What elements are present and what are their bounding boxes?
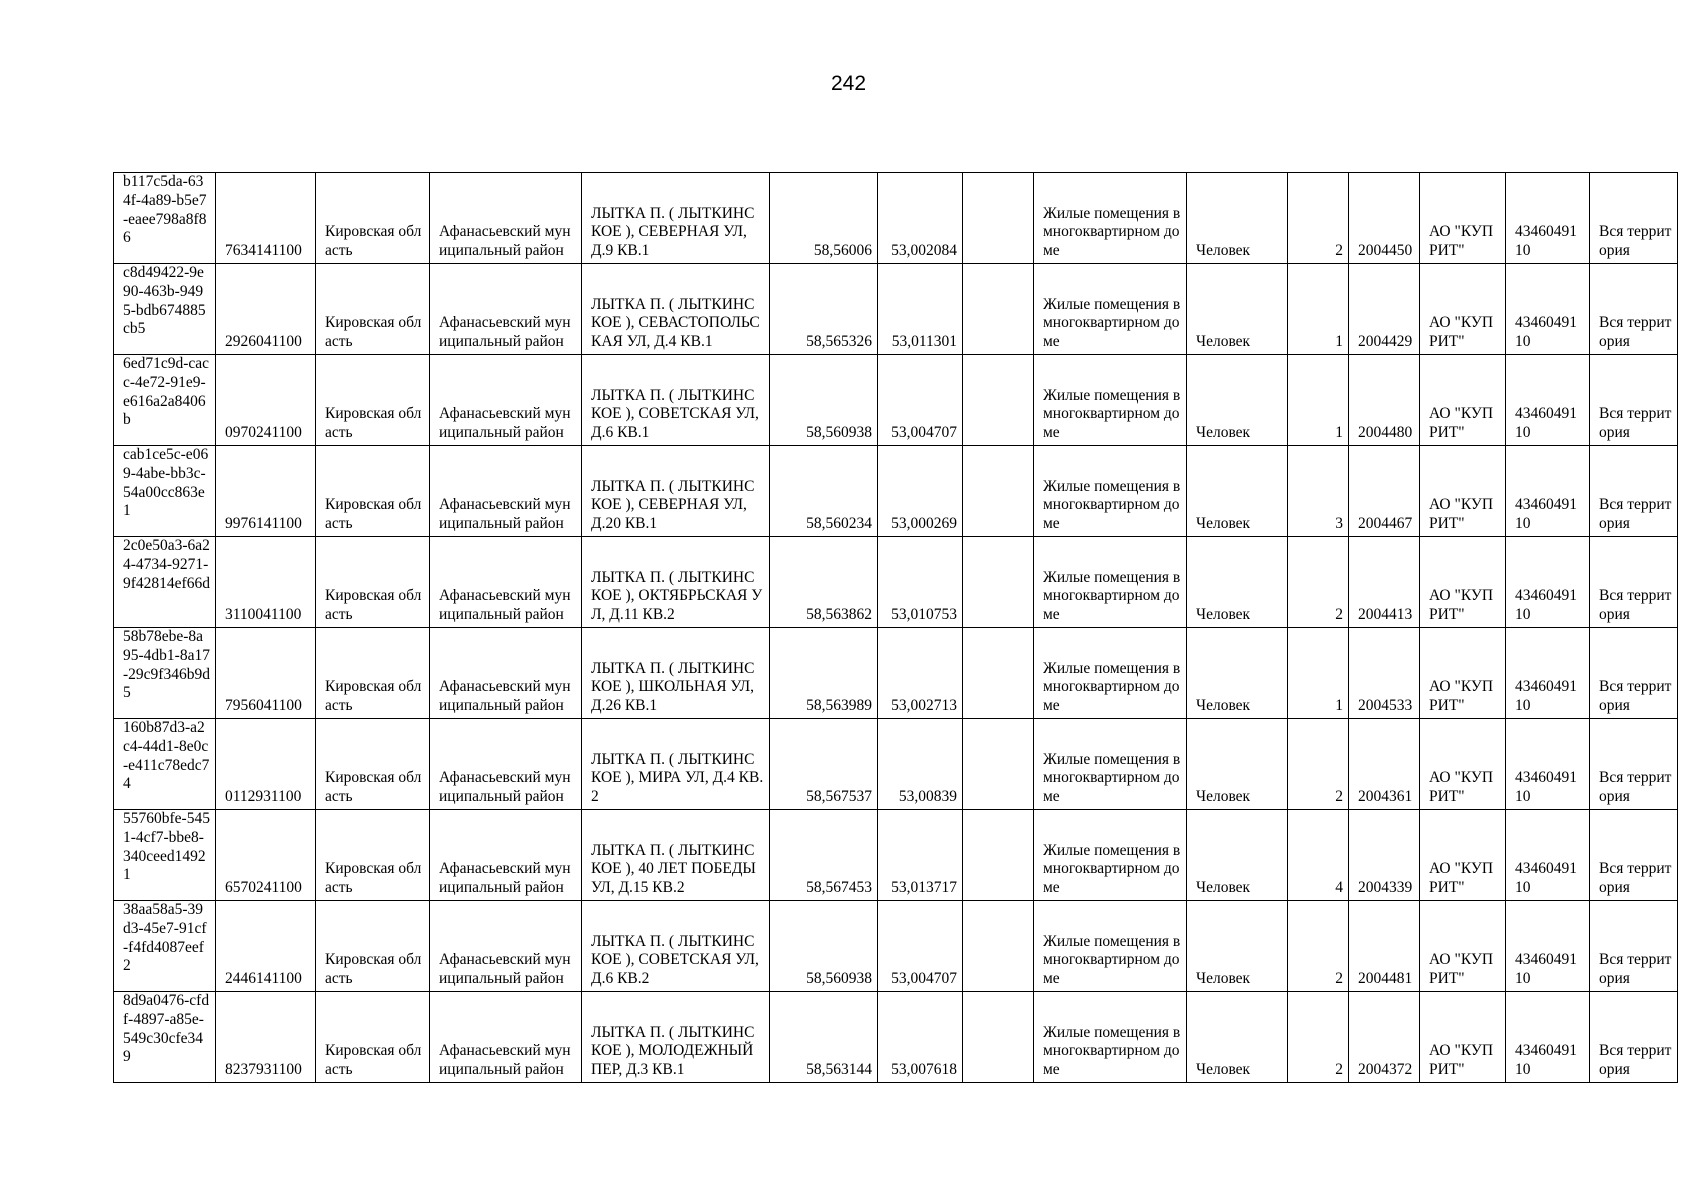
district-cell: Афанасьевский муниципальный район: [430, 628, 582, 719]
scope-cell: Вся территория: [1590, 992, 1678, 1083]
region-cell: Кировская область: [316, 446, 430, 537]
organization-cell: АО "КУПРИТ": [1420, 446, 1506, 537]
premises-kind-cell: Жилые помещения в многоквартирном доме: [1034, 810, 1187, 901]
inn-cell: 4346049110: [1506, 901, 1590, 992]
record-code: 7956041100: [216, 628, 316, 719]
inn-cell: 4346049110: [1506, 446, 1590, 537]
unit-cell: Человек: [1187, 628, 1288, 719]
record-code: 3110041100: [216, 537, 316, 628]
blank-cell: [963, 446, 1034, 537]
table-row: [114, 719, 1678, 810]
scope-cell: Вся территория: [1590, 446, 1678, 537]
address-cell: ЛЫТКА П. ( ЛЫТКИНСКОЕ ), СЕВЕРНАЯ УЛ, Д.9 КВ.1: [582, 173, 770, 264]
scope-cell: Вся территория: [1590, 355, 1678, 446]
scope-cell: Вся территория: [1590, 810, 1678, 901]
blank-cell: [963, 719, 1034, 810]
record-guid: 6ed71c9d-cacc-4e72-91e9-e616a2a8406b: [114, 355, 216, 446]
table-row: [114, 628, 1678, 719]
scope-cell: Вся территория: [1590, 537, 1678, 628]
quantity-cell: 4: [1288, 810, 1349, 901]
record-guid: 55760bfe-5451-4cf7-bbe8-340ceed14921: [114, 810, 216, 901]
unit-cell: Человек: [1187, 173, 1288, 264]
premises-kind-cell: Жилые помещения в многоквартирном доме: [1034, 719, 1187, 810]
region-cell: Кировская область: [316, 173, 430, 264]
table-row: [114, 537, 1678, 628]
blank-cell: [963, 810, 1034, 901]
number-cell: 2004339: [1349, 810, 1420, 901]
address-cell: ЛЫТКА П. ( ЛЫТКИНСКОЕ ), ШКОЛЬНАЯ УЛ, Д.26 КВ.1: [582, 628, 770, 719]
record-guid: 160b87d3-a2c4-44d1-8e0c-e411c78edc74: [114, 719, 216, 810]
longitude-cell: 53,000269: [878, 446, 963, 537]
blank-cell: [963, 537, 1034, 628]
longitude-cell: 53,010753: [878, 537, 963, 628]
premises-kind-cell: Жилые помещения в многоквартирном доме: [1034, 628, 1187, 719]
quantity-cell: 1: [1288, 264, 1349, 355]
page-number: 242: [830, 72, 867, 95]
district-cell: Афанасьевский муниципальный район: [430, 810, 582, 901]
scope-cell: Вся территория: [1590, 628, 1678, 719]
quantity-cell: 2: [1288, 537, 1349, 628]
record-code: 7634141100: [216, 173, 316, 264]
inn-cell: 4346049110: [1506, 719, 1590, 810]
scope-cell: Вся территория: [1590, 173, 1678, 264]
organization-cell: АО "КУПРИТ": [1420, 173, 1506, 264]
quantity-cell: 1: [1288, 355, 1349, 446]
region-cell: Кировская область: [316, 901, 430, 992]
blank-cell: [963, 264, 1034, 355]
longitude-cell: 53,013717: [878, 810, 963, 901]
organization-cell: АО "КУПРИТ": [1420, 810, 1506, 901]
record-code: 0112931100: [216, 719, 316, 810]
scope-cell: Вся территория: [1590, 719, 1678, 810]
latitude-cell: 58,567537: [770, 719, 878, 810]
inn-cell: 4346049110: [1506, 355, 1590, 446]
quantity-cell: 3: [1288, 446, 1349, 537]
table-row: [114, 901, 1678, 992]
address-cell: ЛЫТКА П. ( ЛЫТКИНСКОЕ ), СОВЕТСКАЯ УЛ, Д.6 КВ.2: [582, 901, 770, 992]
region-cell: Кировская область: [316, 355, 430, 446]
premises-kind-cell: Жилые помещения в многоквартирном доме: [1034, 992, 1187, 1083]
latitude-cell: 58,560234: [770, 446, 878, 537]
inn-cell: 4346049110: [1506, 810, 1590, 901]
record-guid: b117c5da-634f-4a89-b5e7-eaee798a8f86: [114, 173, 216, 264]
number-cell: 2004467: [1349, 446, 1420, 537]
unit-cell: Человек: [1187, 355, 1288, 446]
inn-cell: 4346049110: [1506, 992, 1590, 1083]
latitude-cell: 58,56006: [770, 173, 878, 264]
record-guid: cab1ce5c-e069-4abe-bb3c-54a00cc863e1: [114, 446, 216, 537]
premises-kind-cell: Жилые помещения в многоквартирном доме: [1034, 901, 1187, 992]
inn-cell: 4346049110: [1506, 173, 1590, 264]
quantity-cell: 2: [1288, 173, 1349, 264]
address-cell: ЛЫТКА П. ( ЛЫТКИНСКОЕ ), МОЛОДЕЖНЫЙ ПЕР, Д.3 КВ.1: [582, 992, 770, 1083]
table-row: [114, 992, 1678, 1083]
organization-cell: АО "КУПРИТ": [1420, 537, 1506, 628]
unit-cell: Человек: [1187, 901, 1288, 992]
unit-cell: Человек: [1187, 537, 1288, 628]
region-cell: Кировская область: [316, 810, 430, 901]
district-cell: Афанасьевский муниципальный район: [430, 719, 582, 810]
number-cell: 2004481: [1349, 901, 1420, 992]
premises-kind-cell: Жилые помещения в многоквартирном доме: [1034, 355, 1187, 446]
table-row: [114, 446, 1678, 537]
address-cell: ЛЫТКА П. ( ЛЫТКИНСКОЕ ), 40 ЛЕТ ПОБЕДЫ УЛ, Д.15 КВ.2: [582, 810, 770, 901]
register-table: [113, 172, 1678, 1083]
region-cell: Кировская область: [316, 628, 430, 719]
longitude-cell: 53,004707: [878, 355, 963, 446]
record-guid: 38aa58a5-39d3-45e7-91cf-f4fd4087eef2: [114, 901, 216, 992]
blank-cell: [963, 901, 1034, 992]
organization-cell: АО "КУПРИТ": [1420, 719, 1506, 810]
record-code: 8237931100: [216, 992, 316, 1083]
number-cell: 2004413: [1349, 537, 1420, 628]
number-cell: 2004450: [1349, 173, 1420, 264]
table-row: [114, 810, 1678, 901]
address-cell: ЛЫТКА П. ( ЛЫТКИНСКОЕ ), МИРА УЛ, Д.4 КВ.2: [582, 719, 770, 810]
latitude-cell: 58,563144: [770, 992, 878, 1083]
longitude-cell: 53,004707: [878, 901, 963, 992]
inn-cell: 4346049110: [1506, 264, 1590, 355]
latitude-cell: 58,560938: [770, 355, 878, 446]
region-cell: Кировская область: [316, 537, 430, 628]
district-cell: Афанасьевский муниципальный район: [430, 264, 582, 355]
latitude-cell: 58,563989: [770, 628, 878, 719]
latitude-cell: 58,567453: [770, 810, 878, 901]
premises-kind-cell: Жилые помещения в многоквартирном доме: [1034, 446, 1187, 537]
longitude-cell: 53,00839: [878, 719, 963, 810]
quantity-cell: 2: [1288, 901, 1349, 992]
quantity-cell: 2: [1288, 719, 1349, 810]
premises-kind-cell: Жилые помещения в многоквартирном доме: [1034, 264, 1187, 355]
district-cell: Афанасьевский муниципальный район: [430, 901, 582, 992]
latitude-cell: 58,563862: [770, 537, 878, 628]
blank-cell: [963, 992, 1034, 1083]
register-body: [114, 173, 1678, 1083]
district-cell: Афанасьевский муниципальный район: [430, 355, 582, 446]
district-cell: Афанасьевский муниципальный район: [430, 992, 582, 1083]
number-cell: 2004480: [1349, 355, 1420, 446]
number-cell: 2004533: [1349, 628, 1420, 719]
table-row: [114, 173, 1678, 264]
record-code: 2926041100: [216, 264, 316, 355]
blank-cell: [963, 628, 1034, 719]
record-code: 2446141100: [216, 901, 316, 992]
unit-cell: Человек: [1187, 810, 1288, 901]
record-guid: 8d9a0476-cfdf-4897-a85e-549c30cfe349: [114, 992, 216, 1083]
district-cell: Афанасьевский муниципальный район: [430, 173, 582, 264]
region-cell: Кировская область: [316, 992, 430, 1083]
number-cell: 2004372: [1349, 992, 1420, 1083]
record-guid: 2c0e50a3-6a24-4734-9271-9f42814ef66d: [114, 537, 216, 628]
premises-kind-cell: Жилые помещения в многоквартирном доме: [1034, 537, 1187, 628]
scope-cell: Вся территория: [1590, 901, 1678, 992]
unit-cell: Человек: [1187, 264, 1288, 355]
latitude-cell: 58,560938: [770, 901, 878, 992]
region-cell: Кировская область: [316, 264, 430, 355]
quantity-cell: 2: [1288, 992, 1349, 1083]
longitude-cell: 53,011301: [878, 264, 963, 355]
number-cell: 2004429: [1349, 264, 1420, 355]
address-cell: ЛЫТКА П. ( ЛЫТКИНСКОЕ ), СОВЕТСКАЯ УЛ, Д.6 КВ.1: [582, 355, 770, 446]
organization-cell: АО "КУПРИТ": [1420, 355, 1506, 446]
organization-cell: АО "КУПРИТ": [1420, 992, 1506, 1083]
organization-cell: АО "КУПРИТ": [1420, 628, 1506, 719]
address-cell: ЛЫТКА П. ( ЛЫТКИНСКОЕ ), ОКТЯБРЬСКАЯ УЛ, Д.11 КВ.2: [582, 537, 770, 628]
record-guid: 58b78ebe-8a95-4db1-8a17-29c9f346b9d5: [114, 628, 216, 719]
inn-cell: 4346049110: [1506, 537, 1590, 628]
record-code: 0970241100: [216, 355, 316, 446]
organization-cell: АО "КУПРИТ": [1420, 901, 1506, 992]
organization-cell: АО "КУПРИТ": [1420, 264, 1506, 355]
unit-cell: Человек: [1187, 719, 1288, 810]
unit-cell: Человек: [1187, 992, 1288, 1083]
address-cell: ЛЫТКА П. ( ЛЫТКИНСКОЕ ), СЕВЕРНАЯ УЛ, Д.20 КВ.1: [582, 446, 770, 537]
longitude-cell: 53,007618: [878, 992, 963, 1083]
unit-cell: Человек: [1187, 446, 1288, 537]
table-row: [114, 264, 1678, 355]
table-row: [114, 355, 1678, 446]
scope-cell: Вся территория: [1590, 264, 1678, 355]
blank-cell: [963, 355, 1034, 446]
district-cell: Афанасьевский муниципальный район: [430, 446, 582, 537]
number-cell: 2004361: [1349, 719, 1420, 810]
inn-cell: 4346049110: [1506, 628, 1590, 719]
district-cell: Афанасьевский муниципальный район: [430, 537, 582, 628]
premises-kind-cell: Жилые помещения в многоквартирном доме: [1034, 173, 1187, 264]
record-code: 6570241100: [216, 810, 316, 901]
longitude-cell: 53,002084: [878, 173, 963, 264]
blank-cell: [963, 173, 1034, 264]
quantity-cell: 1: [1288, 628, 1349, 719]
record-code: 9976141100: [216, 446, 316, 537]
region-cell: Кировская область: [316, 719, 430, 810]
address-cell: ЛЫТКА П. ( ЛЫТКИНСКОЕ ), СЕВАСТОПОЛЬСКАЯ УЛ, Д.4 КВ.1: [582, 264, 770, 355]
latitude-cell: 58,565326: [770, 264, 878, 355]
longitude-cell: 53,002713: [878, 628, 963, 719]
record-guid: c8d49422-9e90-463b-9495-bdb674885cb5: [114, 264, 216, 355]
